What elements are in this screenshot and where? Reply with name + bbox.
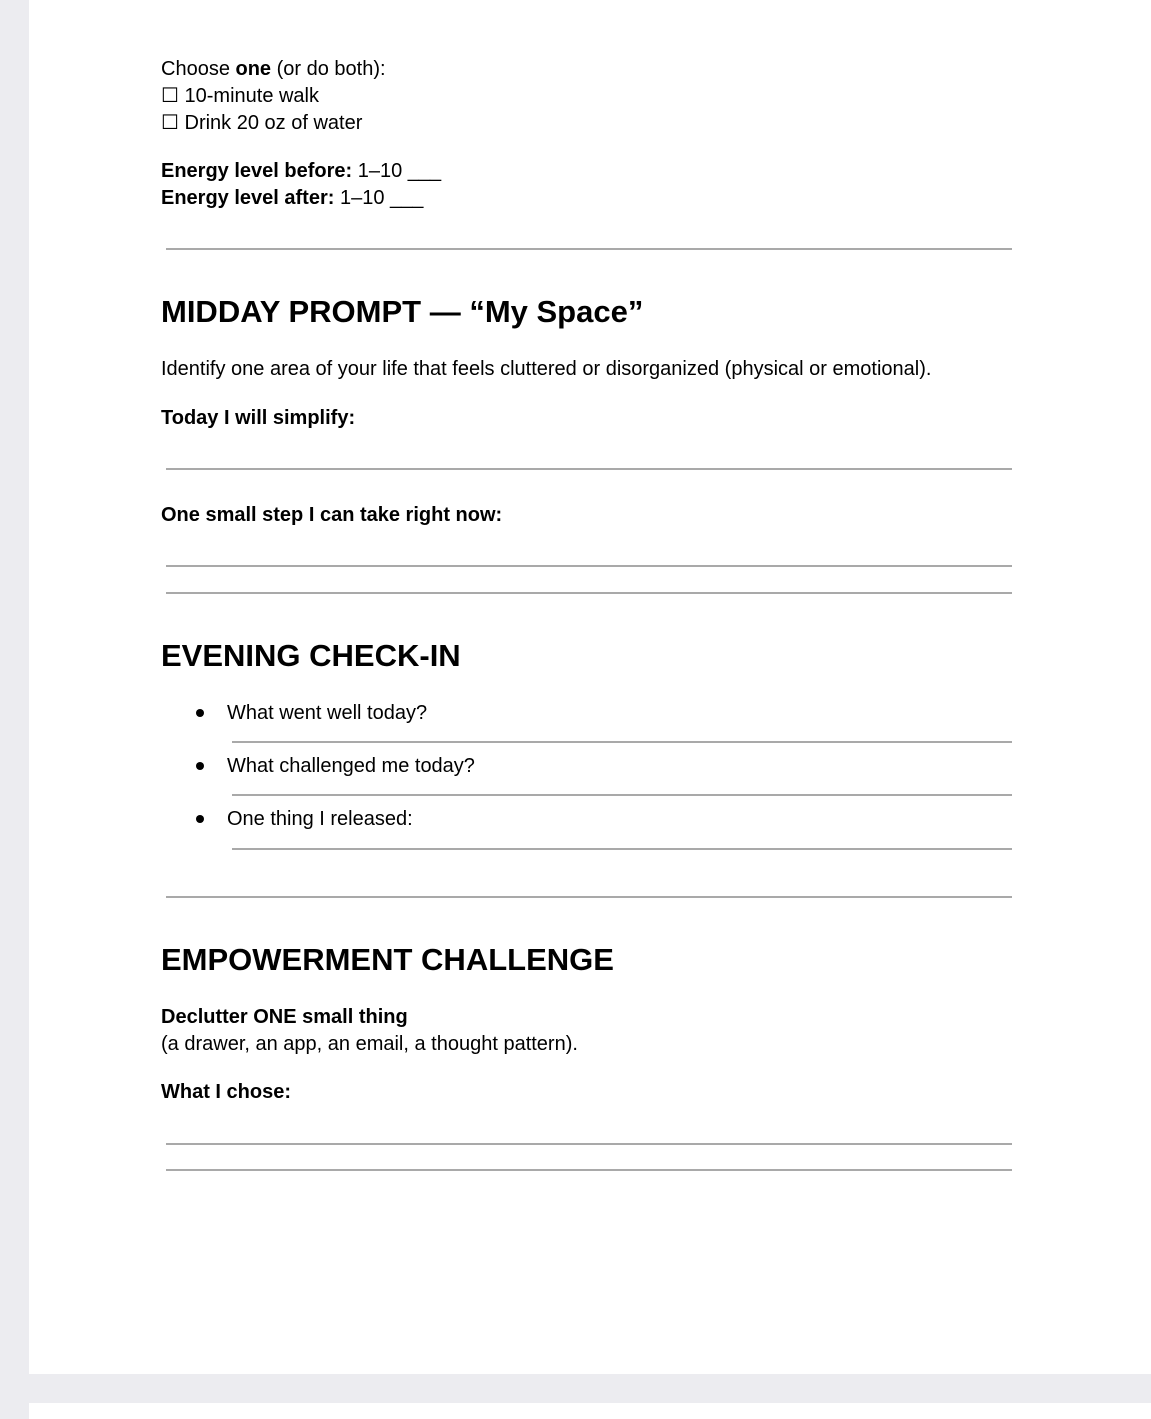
chose-answer-line-2[interactable] [166,1169,1012,1171]
midday-heading: MIDDAY PROMPT — “My Space” [161,294,644,329]
small-step-answer-line-2[interactable] [166,592,1012,594]
evening-answer-line-well[interactable] [232,741,1012,743]
bullet-icon [196,709,204,717]
evening-question-challenged: What challenged me today? [227,755,475,777]
choose-instruction: Choose one (or do both): [161,58,386,80]
option-walk[interactable] [161,84,319,108]
next-page-edge [29,1403,1151,1419]
simplify-answer-line[interactable] [166,468,1012,470]
energy-before [161,159,441,183]
challenge-heading: EMPOWERMENT CHALLENGE [161,942,614,977]
section-divider [166,896,1012,898]
energy-after [161,186,423,210]
evening-answer-line-challenged[interactable] [232,794,1012,796]
simplify-label: Today I will simplify: [161,407,356,429]
bullet-icon [196,815,204,823]
evening-answer-line-released[interactable] [232,848,1012,850]
challenge-description: (a drawer, an app, an email, a thought pattern). [161,1033,578,1055]
chose-label: What I chose: [161,1081,292,1103]
energy-before-label: Energy level before: [161,160,353,182]
option-water[interactable] [161,111,362,135]
section-divider [166,248,1012,250]
checkbox-icon[interactable]: ☐ [161,85,179,107]
small-step-label: One small step I can take right now: [161,504,503,526]
evening-heading: EVENING CHECK-IN [161,638,461,673]
evening-question-released: One thing I released: [227,808,413,830]
midday-instruction: Identify one area of your life that feels cluttered or disorganized (physical or emotional). [161,358,932,380]
checkbox-icon[interactable]: ☐ [161,112,179,134]
energy-after-value[interactable]: 1–10 ___ [339,187,424,209]
energy-after-label: Energy level after: [161,187,335,209]
chose-answer-line-1[interactable] [166,1143,1012,1145]
energy-before-value[interactable]: 1–10 ___ [357,160,442,182]
evening-question-well: What went well today? [227,702,428,724]
choose-emphasis: one [235,58,272,80]
option-water-label: Drink 20 oz of water [184,112,363,134]
small-step-answer-line-1[interactable] [166,565,1012,567]
challenge-subtitle: Declutter ONE small thing [161,1006,408,1028]
option-walk-label: 10-minute walk [184,85,320,107]
bullet-icon [196,762,204,770]
